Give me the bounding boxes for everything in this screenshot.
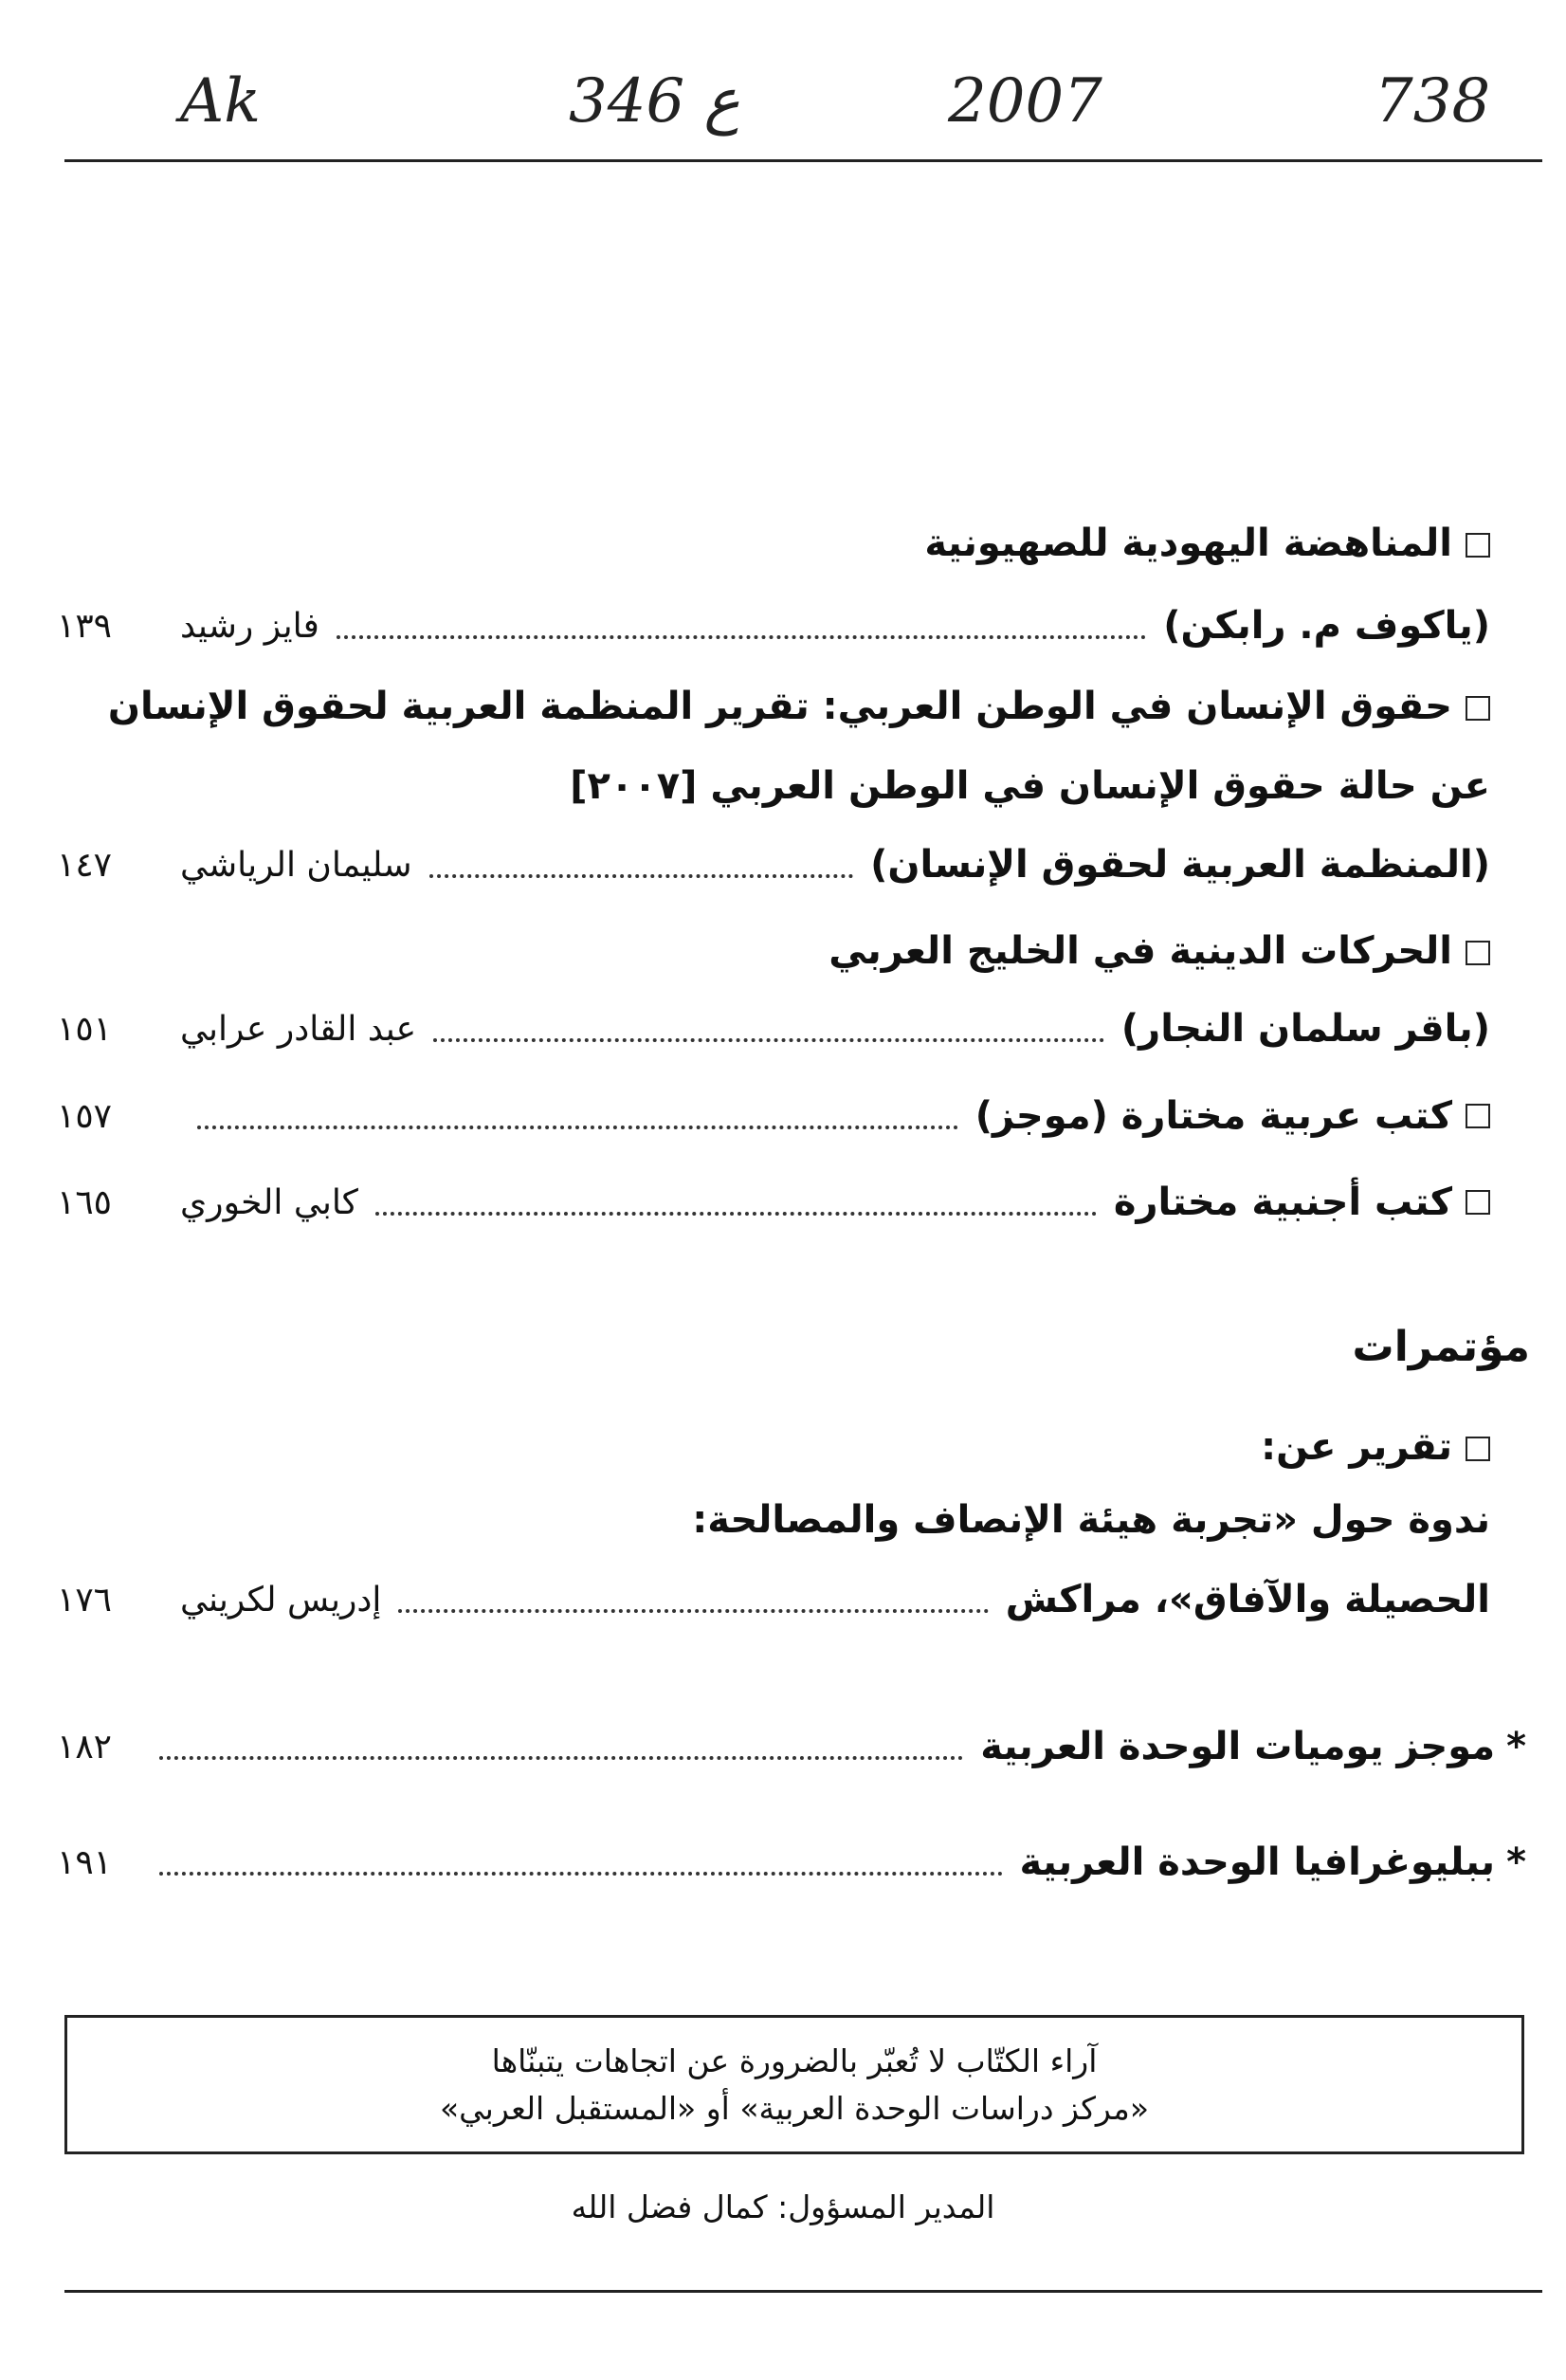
leader-dots <box>159 1756 963 1760</box>
entry-title <box>108 685 1490 728</box>
entry-author: عبد القادر عرابي <box>180 1009 417 1049</box>
checkbox-icon <box>1466 1104 1490 1128</box>
checkbox-icon <box>1466 1437 1490 1461</box>
leader-dots <box>375 1212 1097 1216</box>
entry-subtitle: (المنظمة العربية لحقوق الإنسان) <box>870 843 1490 887</box>
entry-title-text: الحركات الدينية في الخليج العربي <box>829 929 1452 973</box>
entry-title-text: حقوق الإنسان في الوطن العربي: تقرير المنظمة العربية لحقوق الإنسان <box>107 685 1452 728</box>
entry-page: ١٥١ <box>57 1009 113 1049</box>
disclaimer-line: آراء الكتّاب لا تُعبّر بالضرورة عن اتجاهات يتبنّاها <box>491 2041 1098 2079</box>
checkbox-icon <box>1466 941 1490 965</box>
toc-line <box>57 834 1490 895</box>
checkbox-icon <box>1466 533 1490 558</box>
entry-page: ١٤٧ <box>57 845 113 885</box>
entry-title-text: كتب أجنبية مختارة <box>1113 1181 1452 1224</box>
entry-author: سليمان الرياشي <box>180 845 412 885</box>
entry-title <box>924 522 1490 565</box>
bottom-rule <box>64 2290 1542 2293</box>
entry-title-text: موجز يوميات الوحدة العربية <box>980 1725 1496 1768</box>
toc-line <box>57 1086 1490 1146</box>
toc-line <box>57 998 1490 1059</box>
entry-page: ١٩١ <box>57 1842 113 1882</box>
leader-dots <box>429 874 853 878</box>
entry-author: كابي الخوري <box>180 1182 358 1222</box>
checkbox-icon <box>1466 1190 1490 1215</box>
entry-title-continued: عن حالة حقوق الإنسان في الوطن العربي [٢٠٠٧] <box>570 764 1490 808</box>
toc-line <box>57 1716 1526 1777</box>
entry-page: ١٣٩ <box>57 606 113 646</box>
section-heading: مؤتمرات <box>1352 1323 1530 1371</box>
entry-title-text: كتب عربية مختارة (موجز) <box>974 1094 1452 1138</box>
toc-line <box>57 595 1490 656</box>
toc-line <box>57 1569 1490 1630</box>
disclaimer-box <box>64 2015 1524 2154</box>
entry-subtitle: (ياكوف م. رابكن) <box>1163 604 1490 648</box>
leader-dots <box>398 1609 988 1613</box>
leader-dots <box>159 1872 1003 1876</box>
leader-dots <box>197 1126 958 1129</box>
asterisk-icon: * <box>1506 1725 1526 1768</box>
asterisk-icon: * <box>1506 1840 1526 1884</box>
top-rule <box>64 159 1542 162</box>
entry-subtitle: (باقر سلمان النجار) <box>1120 1007 1490 1051</box>
director-credit: المدير المسؤول: كمال فضل الله <box>571 2188 995 2225</box>
leader-dots <box>337 635 1146 639</box>
entry-title-text: تقرير عن: <box>1261 1425 1452 1469</box>
entry-page: ١٨٢ <box>57 1727 113 1767</box>
entry-title <box>1261 1425 1490 1469</box>
disclaimer-line: «مركز دراسات الوحدة العربية» أو «المستقبل العربي» <box>439 2089 1150 2127</box>
checkbox-icon <box>1466 696 1490 721</box>
entry-title-text: ببليوغرافيا الوحدة العربية <box>1019 1840 1496 1884</box>
handwritten-year: 2007 <box>948 66 1102 137</box>
entry-author: فايز رشيد <box>180 606 319 646</box>
handwritten-number: 738 <box>1375 66 1491 137</box>
entry-subtitle: الحصيلة والآفاق»، مراكش <box>1005 1578 1490 1621</box>
entry-title <box>829 929 1490 973</box>
entry-page: ١٦٥ <box>57 1182 113 1222</box>
entry-title-continued: ندوة حول «تجربة هيئة الإنصاف والمصالحة: <box>692 1498 1490 1542</box>
handwritten-code: 346 ع <box>569 66 740 137</box>
entry-page: ١٧٦ <box>57 1580 113 1620</box>
toc-line <box>57 1832 1526 1893</box>
entry-title-text: المناهضة اليهودية للصهيونية <box>924 522 1452 565</box>
entry-author: إدريس لكريني <box>180 1580 382 1620</box>
leader-dots <box>433 1038 1104 1042</box>
entry-page: ١٥٧ <box>57 1096 113 1136</box>
toc-line <box>57 1172 1490 1233</box>
handwritten-initials: Ak <box>180 66 261 137</box>
